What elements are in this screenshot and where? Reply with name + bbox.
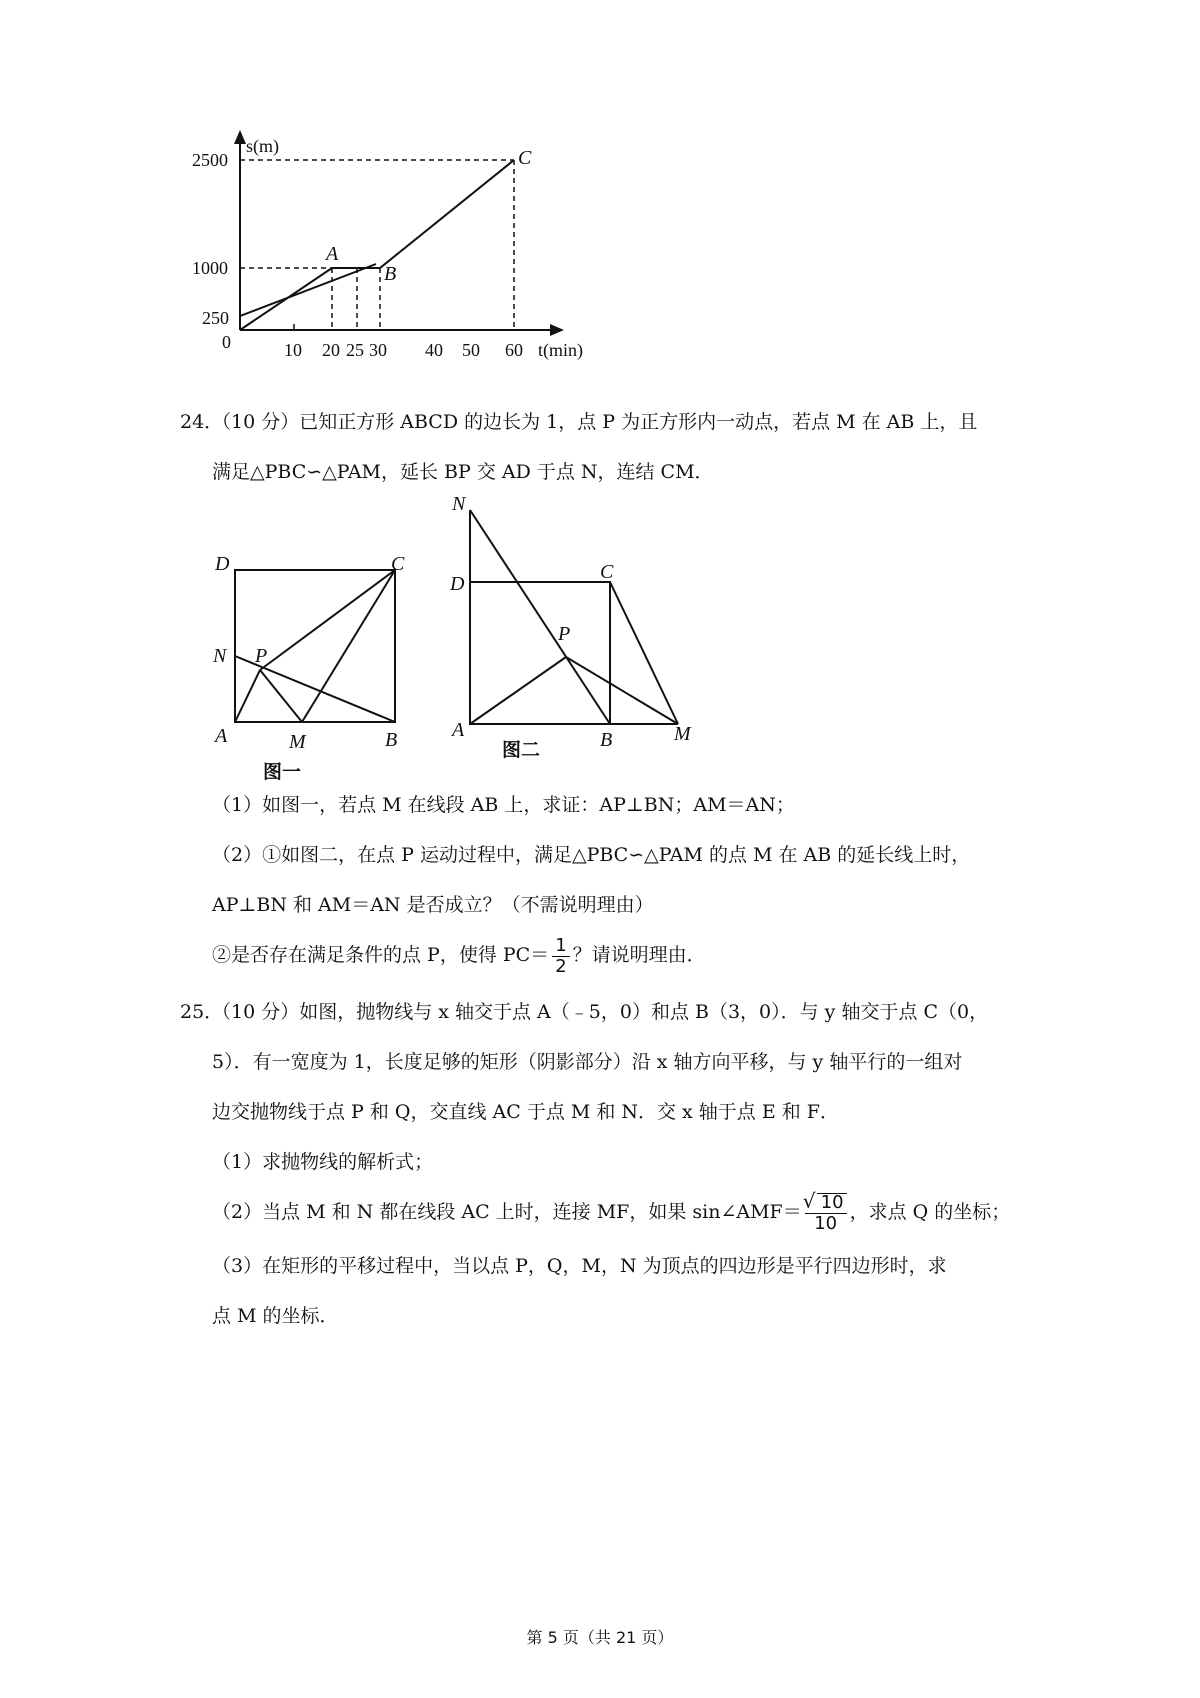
point-b-label: B — [384, 263, 397, 285]
x-tick-25: 25 — [346, 340, 364, 360]
segment-pc — [260, 570, 395, 670]
q25-part3b: 点 M 的坐标． — [212, 1305, 339, 1327]
fraction-one-half — [552, 934, 569, 977]
q24-number: 24． — [180, 411, 224, 433]
fig2-label-b: B — [600, 729, 613, 751]
x-tick-40: 40 — [425, 340, 443, 360]
q24-part2c-pre: ②是否存在满足条件的点 P，使得 PC＝ — [212, 944, 550, 966]
segment-mc — [302, 570, 395, 722]
fig1-label-b: B — [385, 729, 398, 751]
q24-part2b: AP⊥BN 和 AM＝AN 是否成立？（不需说明理由） — [212, 894, 654, 916]
q25-part2-post: ，求点 Q 的坐标； — [849, 1201, 1011, 1223]
distance-time-graph — [180, 130, 620, 370]
square-abcd — [470, 582, 610, 724]
fig2-label-n: N — [452, 493, 466, 515]
x-axis-label: t(min) — [538, 340, 583, 360]
q24-part2a: （2）①如图二，在点 P 运动过程中，满足△PBC∽△PAM 的点 M 在 AB 的延长线上时， — [212, 844, 971, 866]
fig2-label-a: A — [452, 719, 465, 741]
fig2-caption: 图二 — [502, 739, 541, 760]
fig2-label-d: D — [450, 573, 465, 595]
fig2-label-c: C — [600, 561, 614, 583]
q25-part2-pre: （2）当点 M 和 N 都在线段 AC 上时，连接 MF，如果 sin∠AMF＝ — [212, 1201, 802, 1223]
x-tick-50: 50 — [462, 340, 480, 360]
q25-line2: 5）．有一宽度为 1，长度足够的矩形（阴影部分）沿 x 轴方向平移，与 y 轴平行的一组对 — [212, 1051, 963, 1073]
fig1-label-d: D — [215, 553, 230, 575]
page-footer: 第 5 页（共 21 页） — [526, 1628, 674, 1647]
q25-part3a: （3）在矩形的平移过程中，当以点 P，Q，M，N 为顶点的四边形是平行四边形时，求 — [212, 1255, 947, 1277]
y-tick-1000: 1000 — [192, 258, 228, 278]
q25-line3: 边交抛物线于点 P 和 Q，交直线 AC 于点 M 和 N．交 x 轴于点 E 和 F． — [212, 1101, 839, 1123]
q25-number: 25． — [180, 1001, 224, 1023]
point-a-label: A — [326, 243, 339, 265]
fig1-label-m: M — [289, 731, 306, 753]
y-tick-2500: 2500 — [192, 150, 228, 170]
fraction-denominator: 2 — [555, 955, 567, 977]
fig1-label-p: P — [255, 645, 268, 667]
y-tick-250: 250 — [202, 308, 229, 328]
point-c-label: C — [518, 147, 532, 169]
fig1-label-a: A — [215, 725, 228, 747]
fig1-label-n: N — [213, 645, 227, 667]
q24-part1: （1）如图一，若点 M 在线段 AB 上，求证：AP⊥BN；AM＝AN； — [212, 794, 795, 816]
fig2-label-m: M — [674, 723, 691, 745]
segment-pm — [260, 670, 302, 722]
q24-line2: 满足△PBC∽△PAM，延长 BP 交 AD 于点 N，连结 CM． — [212, 461, 714, 483]
x-tick-60: 60 — [505, 340, 523, 360]
figure-one — [205, 550, 405, 780]
figure-two — [440, 490, 700, 760]
origin-label: 0 — [222, 332, 231, 352]
fig1-label-c: C — [391, 553, 405, 575]
q24-part2c — [212, 930, 706, 980]
fig1-caption: 图一 — [263, 761, 302, 780]
graph-lines — [240, 160, 514, 330]
segment-ap — [235, 670, 260, 722]
y-axis-label: s(m) — [246, 136, 279, 156]
fraction-sqrt10-over-10 — [805, 1193, 847, 1233]
fraction-numerator: √ 10 — [817, 1193, 847, 1212]
x-tick-20: 20 — [322, 340, 340, 360]
q24-line1: （10 分）已知正方形 ABCD 的边长为 1，点 P 为正方形内一动点，若点 M 在 AB 上，且 — [212, 411, 978, 433]
fraction-denominator: 10 — [814, 1213, 838, 1234]
segment-nb — [470, 510, 610, 724]
q25-part2 — [212, 1187, 1010, 1237]
q25-part1: （1）求抛物线的解析式； — [212, 1151, 434, 1173]
q25-line1: （10 分）如图，抛物线与 x 轴交于点 A（﹣5，0）和点 B（3，0）．与 y 轴交于点 C（0， — [212, 1001, 989, 1023]
segment-ap — [470, 657, 566, 724]
y-axis-arrow — [234, 130, 246, 144]
x-tick-30: 30 — [369, 340, 387, 360]
fig2-label-p: P — [558, 623, 571, 645]
x-tick-10: 10 — [284, 340, 302, 360]
fraction-numerator: 1 — [555, 934, 567, 956]
dashed-guides — [240, 160, 514, 330]
x-axis-arrow — [550, 324, 564, 336]
q24-part2c-post: ？请说明理由． — [572, 944, 706, 966]
